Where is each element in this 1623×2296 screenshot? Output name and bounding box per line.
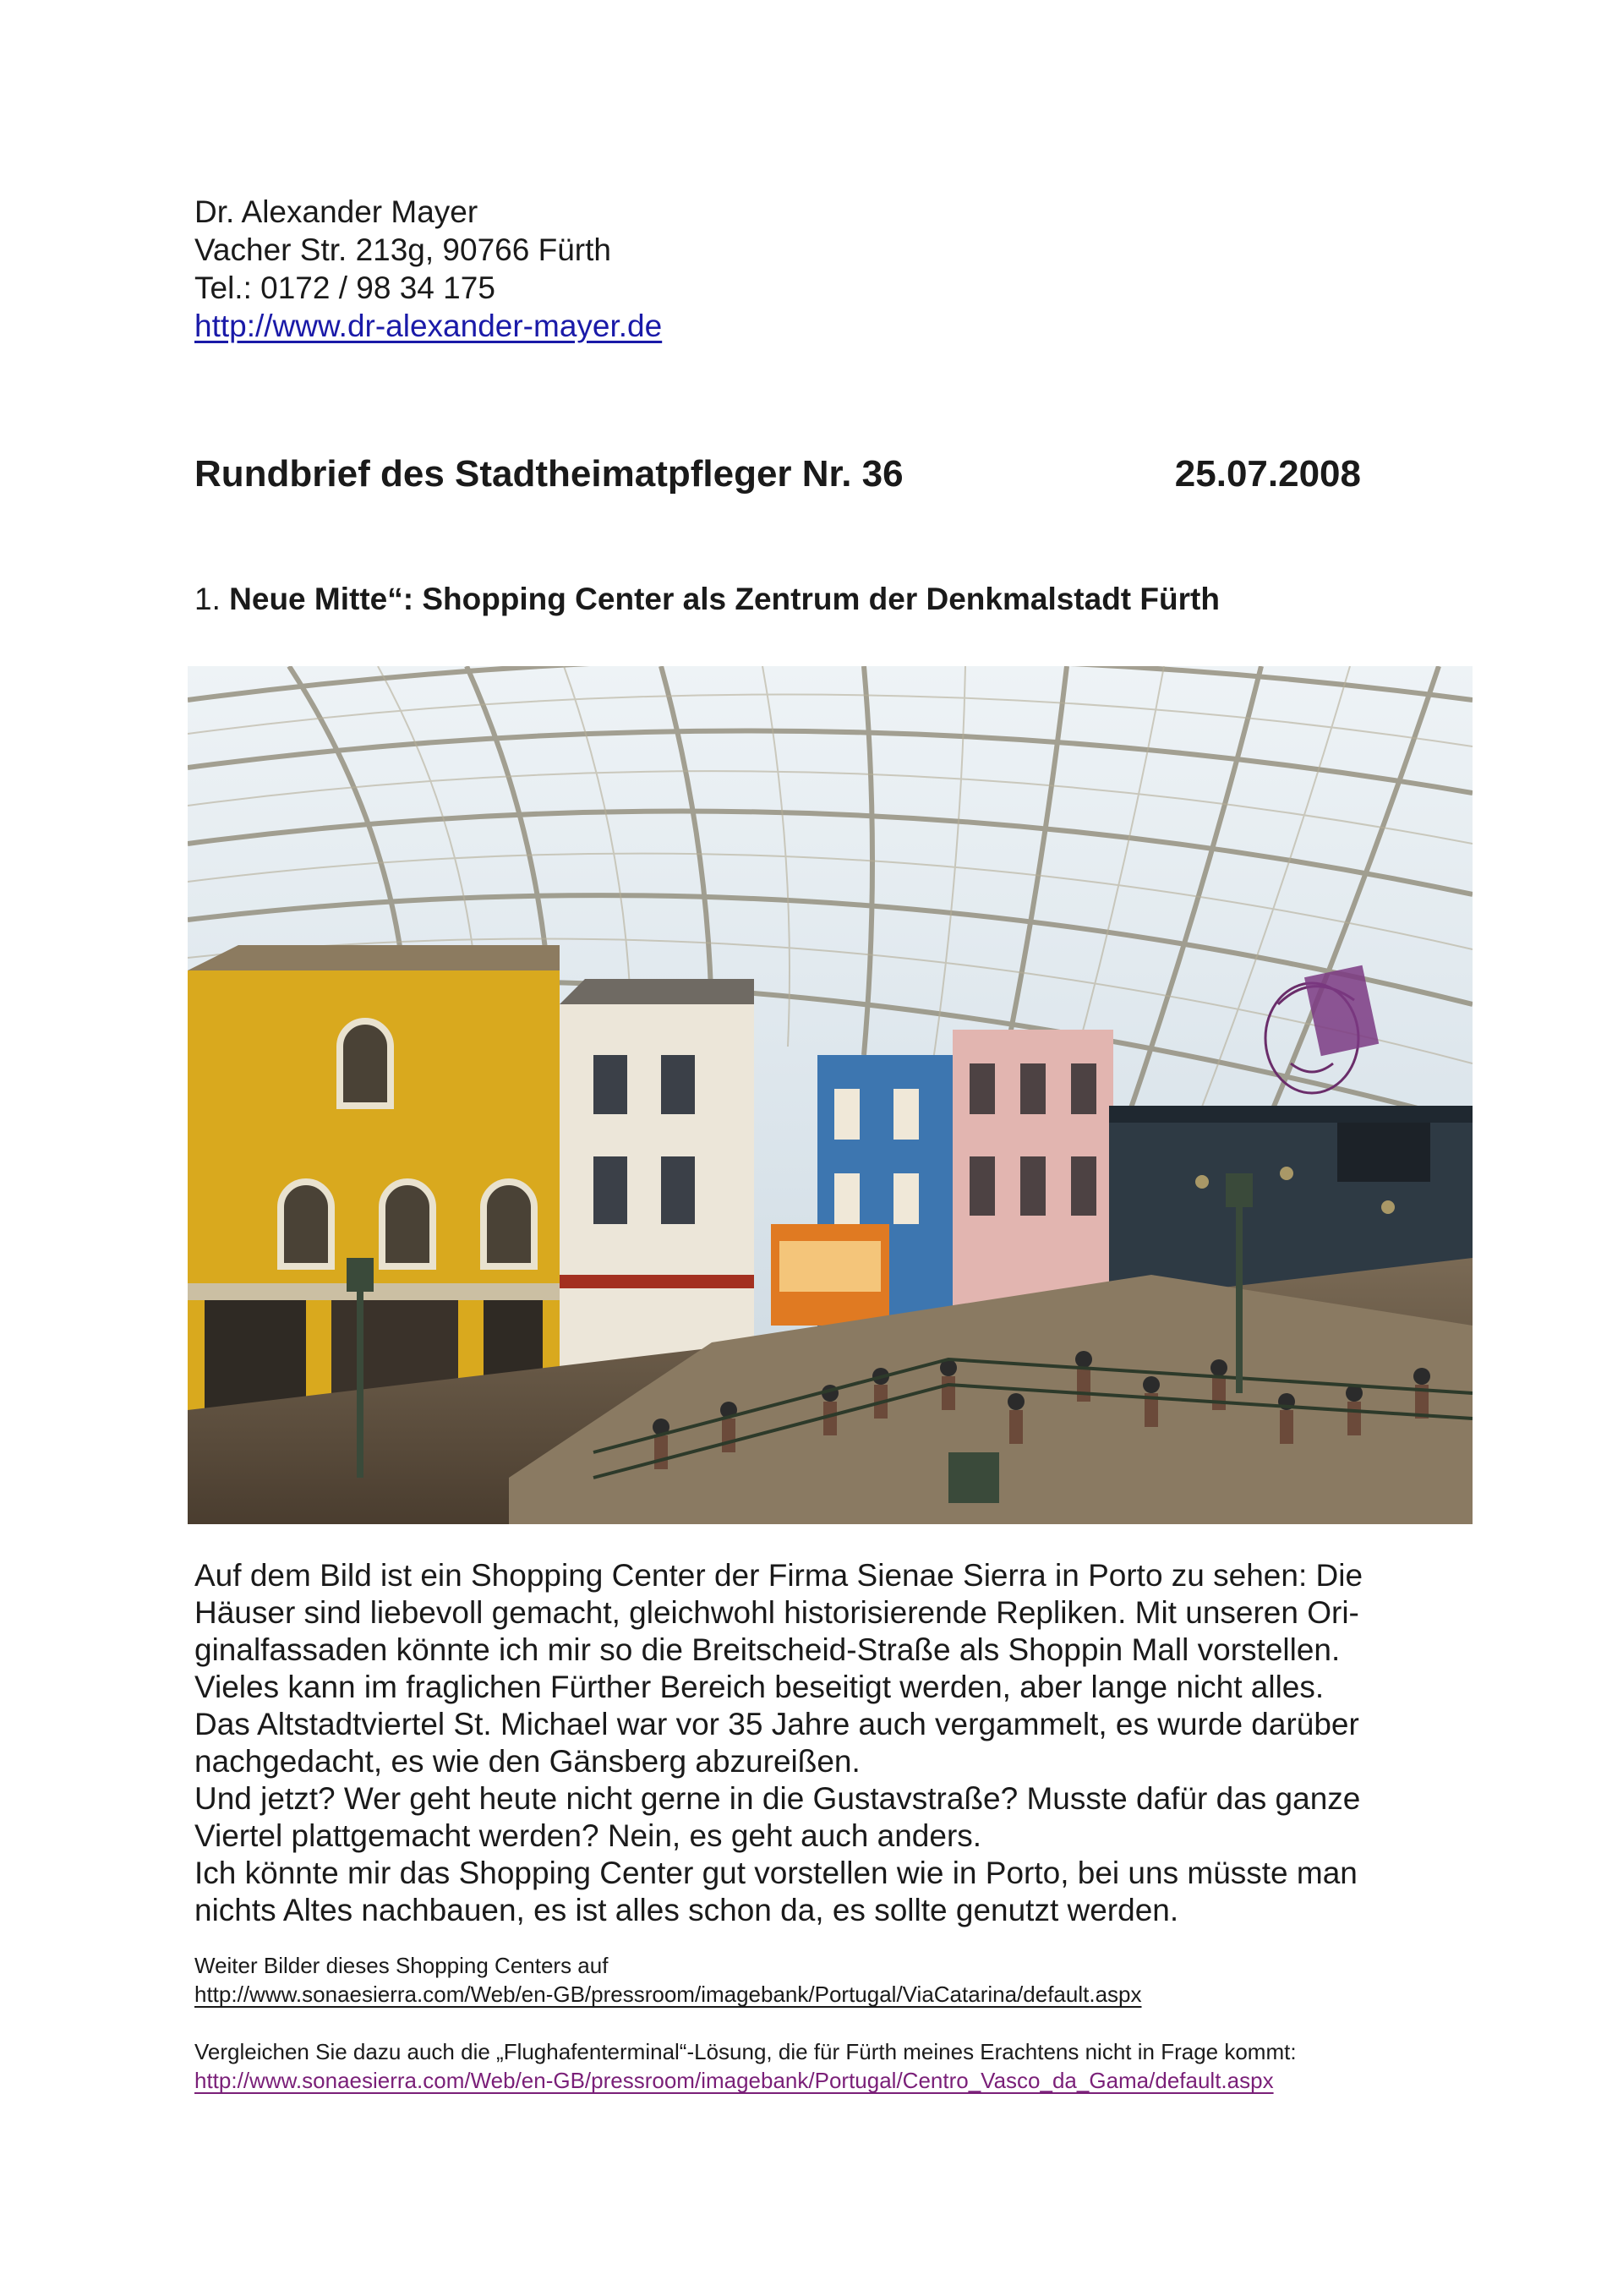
viacatarina-link[interactable]: http://www.sonaesierra.com/Web/en-GB/pressroom/imagebank/Portugal/ViaCatarina/default.aspx bbox=[194, 1982, 1142, 2007]
newsletter-header bbox=[194, 453, 1361, 500]
body-line: Häuser sind liebevoll gemacht, gleichwohl historisierende Repliken. Mit unseren Ori- bbox=[194, 1595, 1359, 1630]
newsletter-title: Rundbrief des Stadtheimatpfleger Nr. 36 bbox=[194, 453, 904, 495]
sender-website-link[interactable]: http://www.dr-alexander-mayer.de bbox=[194, 309, 663, 343]
section-number: 1. bbox=[194, 582, 221, 616]
note-text: Weiter Bilder dieses Shopping Centers auf bbox=[194, 1953, 609, 1978]
body-line: nachgedacht, es wie den Gänsberg abzureißen. bbox=[194, 1744, 861, 1779]
body-line: ginalfassaden könnte ich mir so die Breitscheid-Straße als Shoppin Mall vorstellen. bbox=[194, 1632, 1341, 1667]
sender-phone: Tel.: 0172 / 98 34 175 bbox=[194, 271, 495, 305]
vasco-da-gama-link[interactable]: http://www.sonaesierra.com/Web/en-GB/pressroom/imagebank/Portugal/Centro_Vasco_da_Gama/default.aspx bbox=[194, 2068, 1274, 2093]
note-airport-terminal bbox=[194, 2037, 1297, 2095]
body-line: Ich könnte mir das Shopping Center gut vorstellen wie in Porto, bei uns müsste man bbox=[194, 1856, 1358, 1890]
sender-name: Dr. Alexander Mayer bbox=[194, 194, 478, 229]
body-line: Vieles kann im fraglichen Fürther Bereich beseitigt werden, aber lange nicht alles. bbox=[194, 1670, 1325, 1704]
shopping-mall-photo bbox=[188, 666, 1473, 1524]
body-line: nichts Altes nachbauen, es ist alles schon da, es sollte genutzt werden. bbox=[194, 1893, 1179, 1927]
body-line: Das Altstadtviertel St. Michael war vor 35 Jahre auch vergammelt, es wurde darüber bbox=[194, 1707, 1359, 1741]
body-line: Viertel plattgemacht werden? Nein, es geht auch anders. bbox=[194, 1818, 982, 1853]
newsletter-date: 25.07.2008 bbox=[1174, 453, 1361, 495]
note-more-pictures bbox=[194, 1951, 1142, 2009]
note-text: Vergleichen Sie dazu auch die „Flughafenterminal“-Lösung, die für Fürth meines Erachtens nicht in Frage kommt: bbox=[194, 2039, 1297, 2064]
section-heading bbox=[194, 582, 1220, 617]
sender-address: Vacher Str. 213g, 90766 Fürth bbox=[194, 232, 611, 267]
section-title: Neue Mitte“: Shopping Center als Zentrum der Denkmalstadt Fürth bbox=[229, 582, 1220, 616]
body-paragraph bbox=[194, 1557, 1420, 1929]
body-line: Auf dem Bild ist ein Shopping Center der Firma Sienae Sierra in Porto zu sehen: Die bbox=[194, 1558, 1363, 1593]
body-line: Und jetzt? Wer geht heute nicht gerne in die Gustavstraße? Musste dafür das ganze bbox=[194, 1781, 1361, 1816]
sender-block bbox=[194, 193, 662, 345]
